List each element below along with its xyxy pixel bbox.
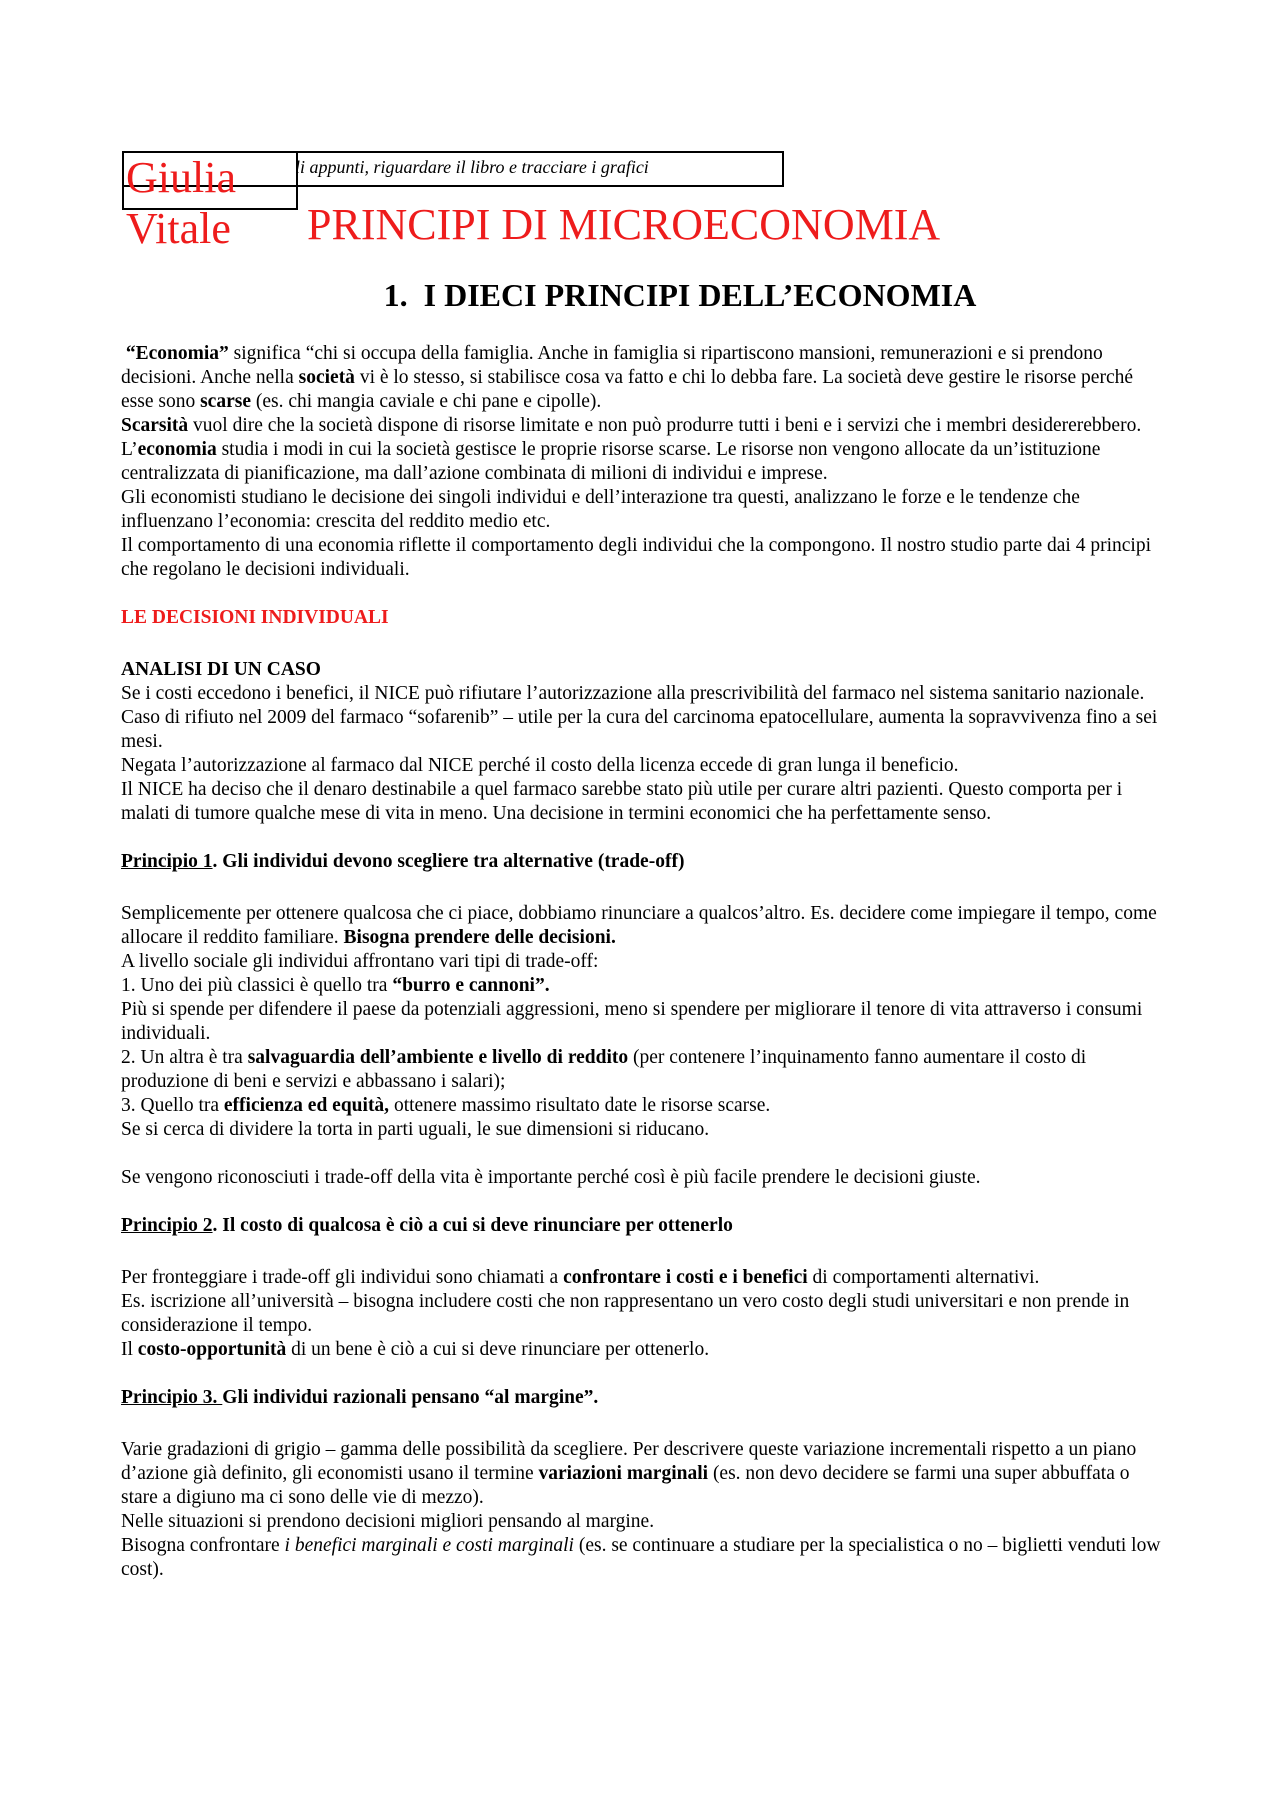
chapter-title: I DIECI PRINCIPI DELL’ECONOMIA	[423, 277, 977, 313]
principle-1-heading: Principio 1. Gli individui devono scegliere tra alternative (trade-off)	[121, 851, 685, 872]
principle-1-paragraph-4: Più si spende per difendere il paese da potenziali aggressioni, meno si spendere per migliorare il tenore di vita attraverso i consumi individuali.	[121, 999, 1143, 1044]
principle-2-paragraph-2: Es. iscrizione all’università – bisogna includere costi che non rappresentano un vero costo degli studi universitari e non prende in considerazione il tempo.	[121, 1291, 1130, 1336]
body-text	[121, 342, 1166, 1582]
principle-1-paragraph-5: 2. Un altra è tra salvaguardia dell’ambiente e livello di reddito (per contenere l’inquinamento fanno aumentare il costo di produzione di beni e servizi e abbassano i salari);	[121, 1047, 1087, 1092]
intro-paragraph-5: Il comportamento di una economia riflette il comportamento degli individui che la compongono. Il nostro studio parte dai 4 principi che regolano le decisioni individuali.	[121, 535, 1151, 580]
chapter-number: 1.	[383, 277, 408, 313]
intro-paragraph-1: “Economia” significa “chi si occupa della famiglia. Anche in famiglia si ripartiscono mansioni, remunerazioni e si prendono decisioni. Anche nella società vi è lo stesso, si stabilisce cosa va fatto e chi lo debba fare. La società deve gestire le risorse perché esse sono scarse (es. chi mangia caviale e chi pane e cipolle).	[121, 343, 1134, 412]
principle-1-paragraph-2: A livello sociale gli individui affrontano vari tipi di trade-off:	[121, 951, 599, 972]
principle-1-paragraph-7: Se si cerca di dividere la torta in parti uguali, le sue dimensioni si riducano.	[121, 1119, 710, 1140]
principle-3-paragraph-1: Varie gradazioni di grigio – gamma delle possibilità da scegliere. Per descrivere queste variazione incrementali rispetto a un piano d’azione già definito, gli economisti usano il termine variazioni marginali (es. non devo decidere se farmi una super abbuffata o stare a digiuno ma ci sono delle vie di mezzo).	[121, 1439, 1137, 1508]
intro-paragraph-4: Gli economisti studiano le decisione dei singoli individui e dell’interazione tra questi, analizzano le forze e le tendenze che influenzano l’economia: crescita del reddito medio etc.	[121, 487, 1080, 532]
chapter-heading	[0, 274, 1280, 316]
principle-2-heading: Principio 2. Il costo di qualcosa è ciò a cui si deve rinunciare per ottenerlo	[121, 1215, 733, 1236]
intro-paragraph-2: Scarsità vuol dire che la società dispone di risorse limitate e non può produrre tutti i beni e i servizi che i membri desidererebbero.	[121, 415, 1142, 436]
case-paragraph-2: Negata l’autorizzazione al farmaco dal NICE perché il costo della licenza eccede di gran lunga il beneficio.	[121, 755, 959, 776]
intro-paragraph-3: L’economia studia i modi in cui la società gestisce le proprie risorse scarse. Le risorse non vengono allocate da un’istituzione centralizzata di pianificazione, ma dall’azione combinata di milioni di individui e imprese.	[121, 439, 1101, 484]
case-paragraph-3: Il NICE ha deciso che il denaro destinabile a quel farmaco sarebbe stato più utile per curare altri pazienti. Questo comporta per i malati di tumore qualche mese di vita in meno. Una decisione in termini economici che ha perfettamente senso.	[121, 779, 1123, 824]
author-first-name: Giulia	[126, 153, 236, 202]
principle-1-paragraph-3: 1. Uno dei più classici è quello tra “burro e cannoni”.	[121, 975, 550, 996]
principle-3-paragraph-3: Bisogna confrontare i benefici marginali e costi marginali (es. se continuare a studiare per la specialistica o no – biglietti venduti low cost).	[121, 1535, 1161, 1580]
author-last-name: Vitale	[126, 204, 231, 253]
case-paragraph-1: Se i costi eccedono i benefici, il NICE può rifiutare l’autorizzazione alla prescrivibilità del farmaco nel sistema sanitario nazionale. Caso di rifiuto nel 2009 del farmaco “sofarenib” – utile per la cura del carcinoma epatocellulare, aumenta la sopravvivenza fino a sei mesi.	[121, 683, 1158, 752]
case-heading: ANALISI DI UN CASO	[121, 659, 321, 680]
principle-3-heading: Principio 3. Gli individui razionali pensano “al margine”.	[121, 1387, 599, 1408]
principle-3-paragraph-2: Nelle situazioni si prendono decisioni migliori pensando al margine.	[121, 1511, 655, 1532]
principle-1-paragraph-6: 3. Quello tra efficienza ed equità, ottenere massimo risultato date le risorse scarse.	[121, 1095, 771, 1116]
principle-1-paragraph-8: Se vengono riconosciuti i trade-off della vita è importante perché così è più facile prendere le decisioni giuste.	[121, 1167, 981, 1188]
principle-2-paragraph-1: Per fronteggiare i trade-off gli individui sono chiamati a confrontare i costi e i benefici di comportamenti alternativi.	[121, 1267, 1040, 1288]
document-title: PRINCIPI DI MICROECONOMIA	[307, 200, 941, 249]
principle-2-paragraph-3: Il costo-opportunità di un bene è ciò a cui si deve rinunciare per ottenerlo.	[121, 1339, 710, 1360]
section-heading: LE DECISIONI INDIVIDUALI	[121, 607, 389, 628]
note-text: li appunti, riguardare il libro e tracciare i grafici	[295, 157, 649, 177]
principle-1-paragraph-1: Semplicemente per ottenere qualcosa che ci piace, dobbiamo rinunciare a qualcos’altro. Es. decidere come impiegare il tempo, come allocare il reddito familiare. Bisogna prendere delle decisioni.	[121, 903, 1157, 948]
